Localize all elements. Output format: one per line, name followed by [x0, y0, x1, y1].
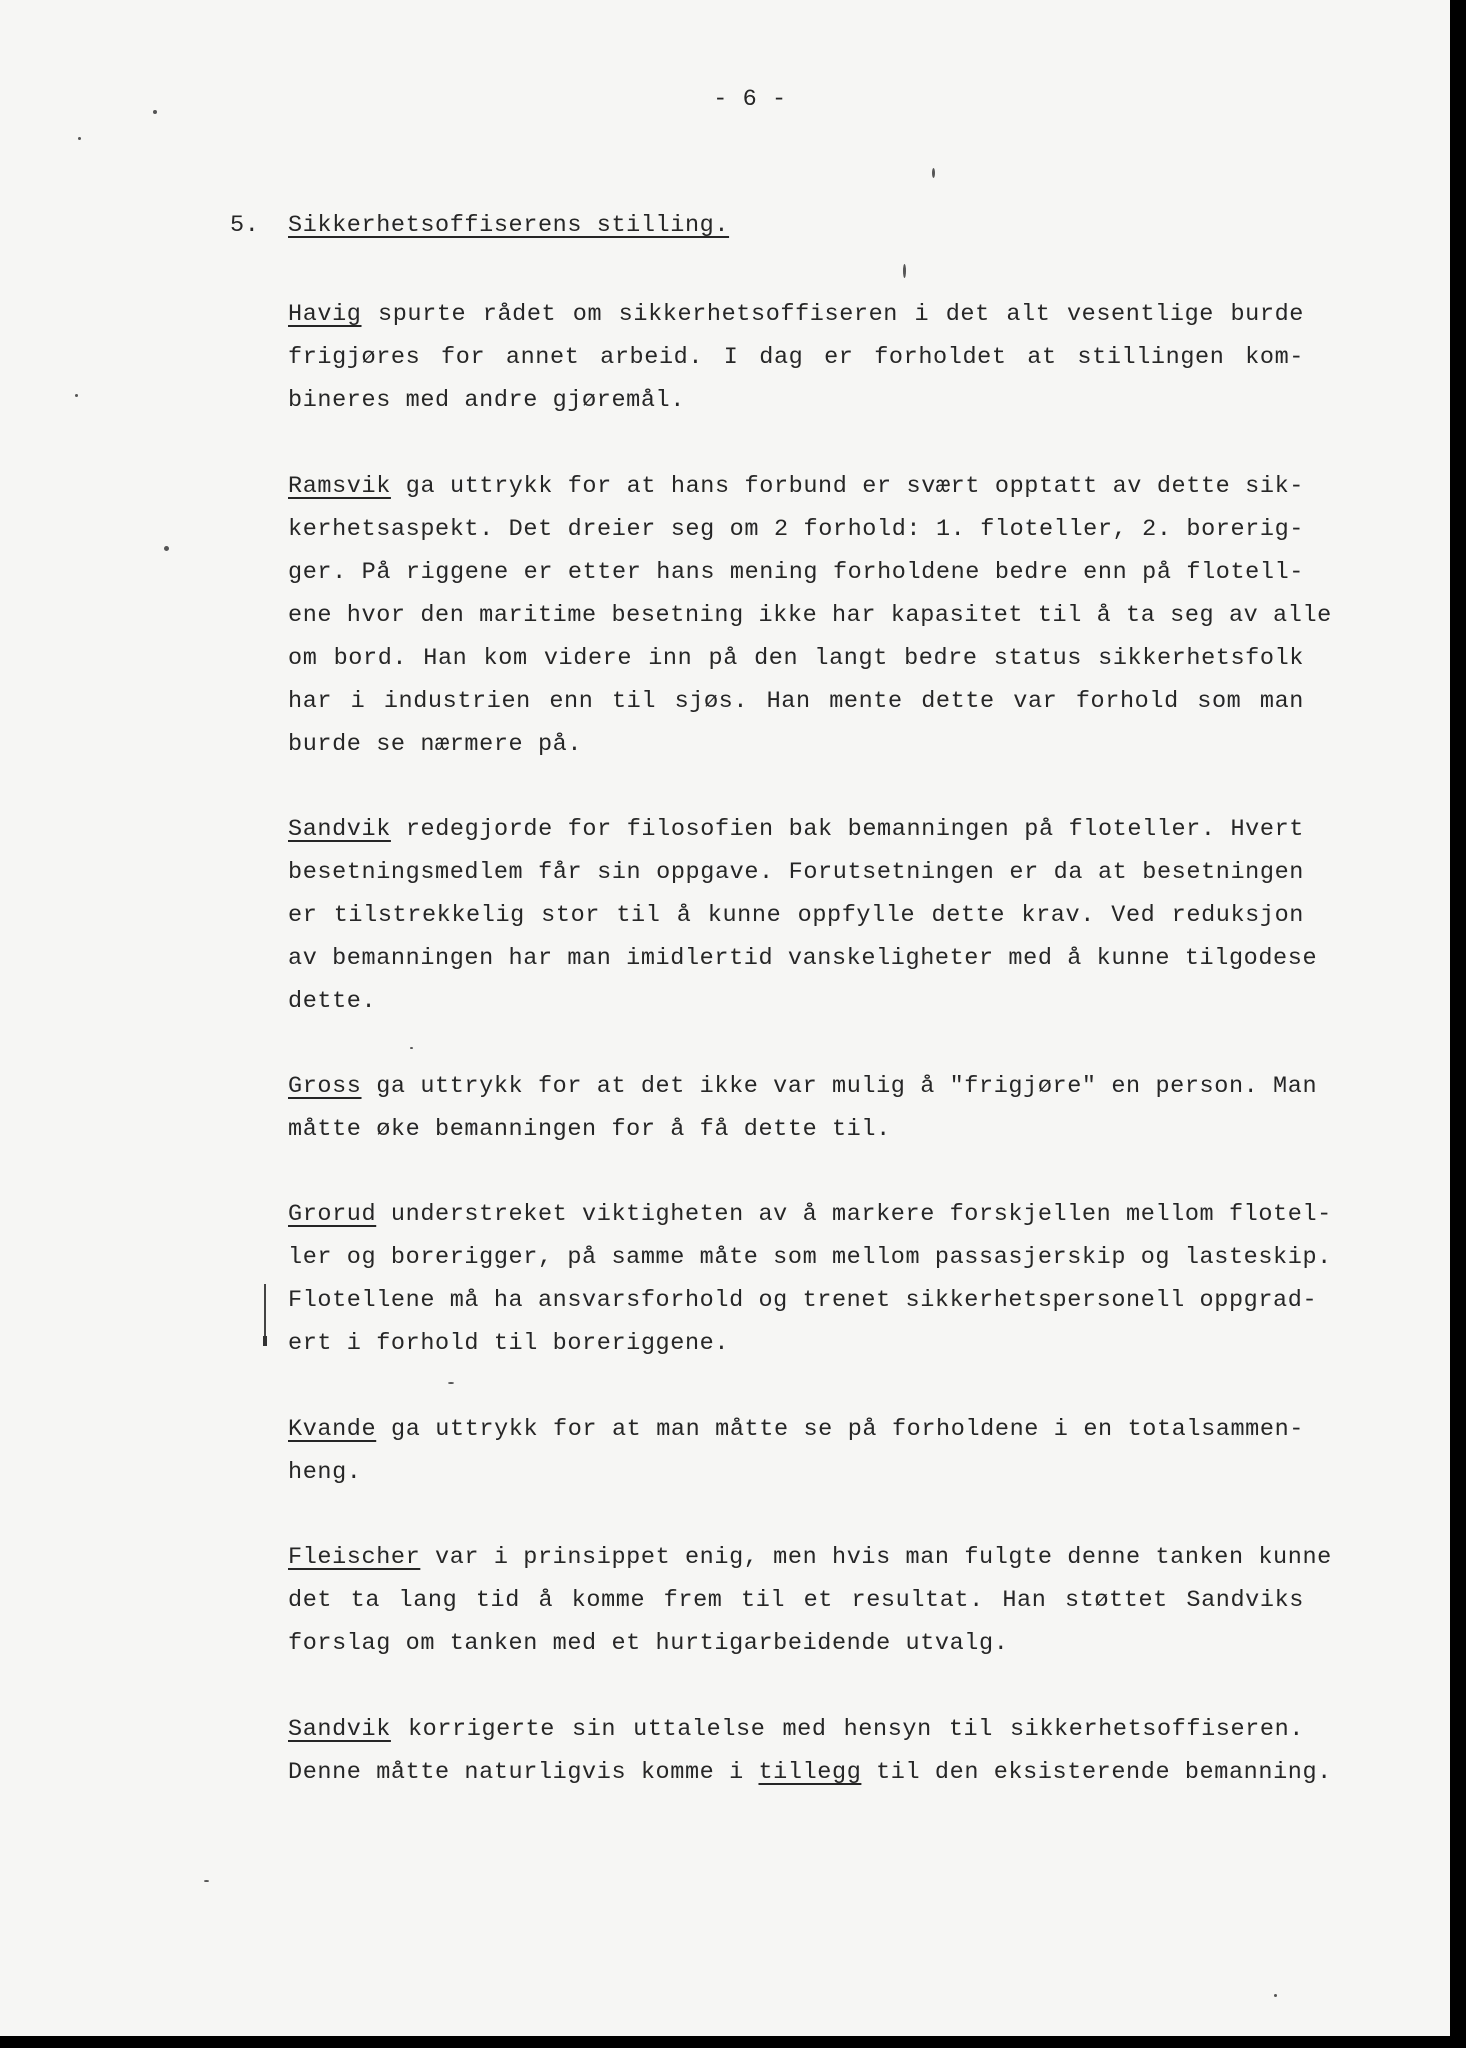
- speaker-name: Ramsvik: [288, 473, 391, 500]
- speaker-name: Sandvik: [288, 816, 391, 843]
- paragraph-line: [288, 808, 1304, 851]
- speaker-name: Kvande: [288, 1416, 377, 1443]
- line-text: redegjorde for filosofien bak bemanningen på floteller. Hvert: [390, 816, 1304, 843]
- emphasized-word: tillegg: [758, 1759, 862, 1786]
- paragraph-line: forslag om tanken med et hurtigarbeidende utvalg.: [288, 1630, 1009, 1657]
- paragraph-sandvik-2: [288, 1708, 1332, 1794]
- line-text: Denne måtte naturligvis komme i: [288, 1759, 759, 1786]
- scan-speck: [204, 1880, 209, 1882]
- paragraph-line: det ta lang tid å komme frem til et resultat. Han støttet Sandviks: [288, 1587, 1304, 1614]
- paragraph-line: er tilstrekkelig stor til å kunne oppfylle dette krav. Ved reduksjon: [288, 902, 1304, 929]
- line-text: til den eksisterende bemanning.: [861, 1759, 1332, 1786]
- scan-speck: [932, 168, 935, 178]
- paragraph-line: om bord. Han kom videre inn på den langt bedre status sikkerhetsfolk: [288, 645, 1304, 672]
- paragraph-line: [288, 1536, 1332, 1579]
- paragraph-fleischer: [288, 1536, 1332, 1665]
- line-text: var i prinsippet enig, men hvis man fulgte denne tanken kunne: [420, 1544, 1332, 1571]
- speaker-name: Gross: [288, 1073, 362, 1100]
- section-number: 5.: [230, 212, 260, 239]
- scan-speck: [1274, 1994, 1277, 1997]
- paragraph-line: besetningsmedlem får sin oppgave. Forutsetningen er da at besetningen: [288, 859, 1304, 886]
- paragraph-line: [288, 1193, 1332, 1236]
- line-text: ga uttrykk for at man måtte se på forholdene i en totalsammen-: [376, 1416, 1304, 1443]
- paragraph-kvande: [288, 1408, 1304, 1494]
- page-number: - 6 -: [713, 86, 787, 113]
- line-text: spurte rådet om sikkerhetsoffiseren i det alt vesentlige burde: [361, 301, 1304, 328]
- line-text: ga uttrykk for at det ikke var mulig å "frigjøre" en person. Man: [361, 1073, 1318, 1100]
- scan-speck: [448, 1382, 454, 1384]
- scan-speck: [164, 546, 169, 551]
- paragraph-havig: [288, 293, 1304, 422]
- paragraph-line: [288, 293, 1304, 336]
- paragraph-sandvik-1: [288, 808, 1318, 1023]
- scan-speck: [903, 264, 906, 278]
- paragraph-line: ler og borerigger, på samme måte som mellom passasjerskip og lasteskip.: [288, 1244, 1332, 1271]
- speaker-name: Havig: [288, 301, 362, 328]
- paragraph-line: kerhetsaspekt. Det dreier seg om 2 forhold: 1. floteller, 2. borerig-: [288, 516, 1304, 543]
- paragraph-line: heng.: [288, 1459, 362, 1486]
- paragraph-line: [288, 1065, 1318, 1108]
- paragraph-line: [288, 1408, 1304, 1451]
- paragraph-gross: [288, 1065, 1318, 1151]
- paragraph-line: burde se nærmere på.: [288, 731, 583, 758]
- line-text: korrigerte sin uttalelse med hensyn til sikkerhetsoffiseren.: [390, 1716, 1304, 1743]
- scan-speck: [75, 394, 78, 397]
- speaker-name: Grorud: [288, 1201, 377, 1228]
- paragraph-line: av bemanningen har man imidlertid vanskeligheter med å kunne tilgodese: [288, 945, 1318, 972]
- paragraph-line: bineres med andre gjøremål.: [288, 387, 685, 414]
- paragraph-grorud: [288, 1193, 1332, 1365]
- paragraph-line: har i industrien enn til sjøs. Han mente dette var forhold som man: [288, 688, 1304, 715]
- scan-speck: [410, 1047, 413, 1049]
- speaker-name: Sandvik: [288, 1716, 391, 1743]
- section-heading: [230, 212, 729, 239]
- paragraph-line: Flotellene må ha ansvarsforhold og trenet sikkerhetspersonell oppgrad-: [288, 1287, 1318, 1314]
- line-text: ga uttrykk for at hans forbund er svært opptatt av dette sik-: [390, 473, 1304, 500]
- speaker-name: Fleischer: [288, 1544, 421, 1571]
- paragraph-line: [288, 1708, 1304, 1751]
- paragraph-line: frigjøres for annet arbeid. I dag er forholdet at stillingen kom-: [288, 344, 1304, 371]
- paragraph-line: måtte øke bemanningen for å få dette til.: [288, 1116, 891, 1143]
- paragraph-ramsvik: [288, 465, 1332, 766]
- paragraph-line: dette.: [288, 988, 377, 1015]
- margin-change-bar: [264, 1284, 266, 1342]
- paragraph-line: ert i forhold til boreriggene.: [288, 1330, 730, 1357]
- margin-change-mark: [263, 1336, 267, 1346]
- paragraph-line: [288, 465, 1304, 508]
- scan-speck: [153, 110, 157, 114]
- paragraph-line: ene hvor den maritime besetning ikke har kapasitet til å ta seg av alle: [288, 602, 1332, 629]
- scan-speck: [78, 137, 81, 140]
- paragraph-line: [288, 1751, 1332, 1794]
- section-title: Sikkerhetsoffiserens stilling.: [288, 212, 730, 239]
- line-text: understreket viktigheten av å markere forskjellen mellom flotel-: [376, 1201, 1332, 1228]
- paragraph-line: ger. På riggene er etter hans mening forholdene bedre enn på flotell-: [288, 559, 1304, 586]
